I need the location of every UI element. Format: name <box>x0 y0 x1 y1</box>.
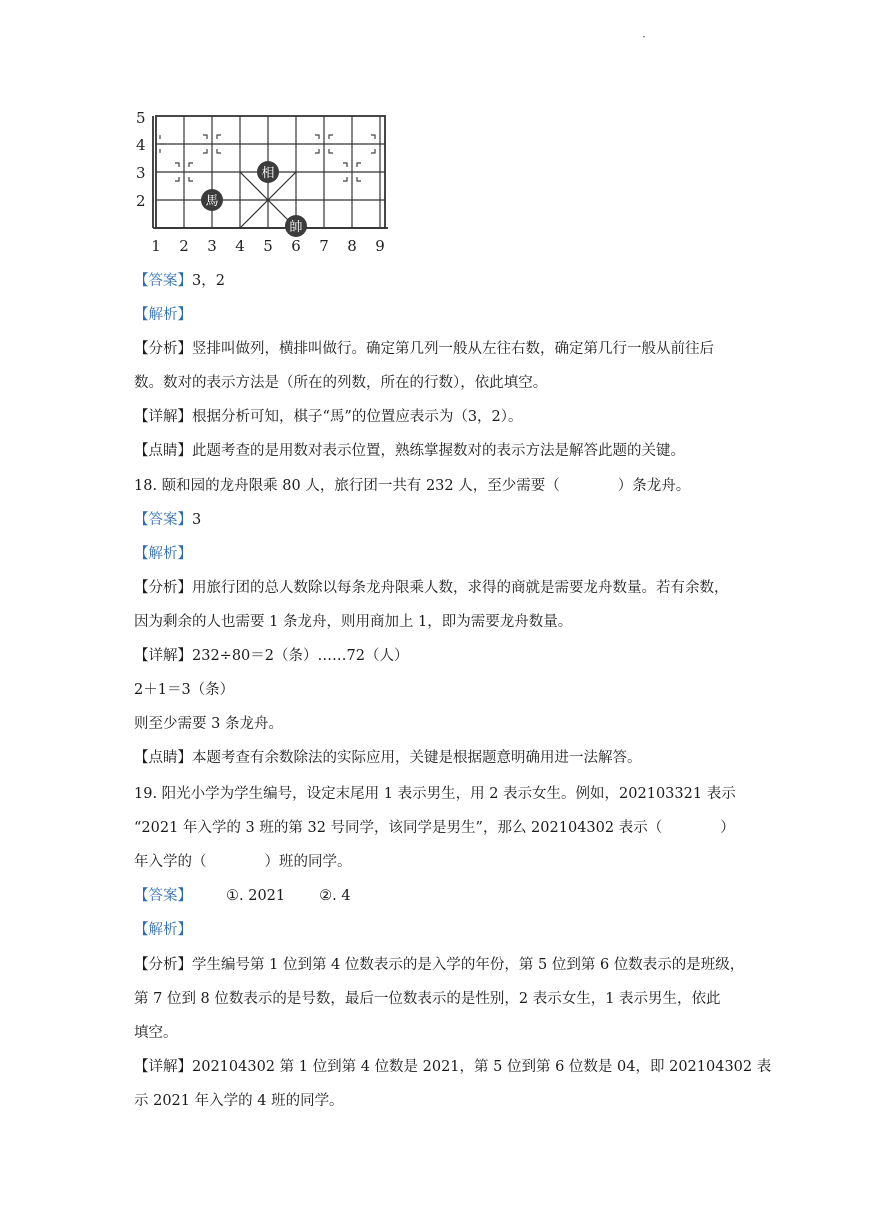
col-labels <box>151 237 385 255</box>
q17-dianjing: 此题考查的是用数对表示位置，熟练掌握数对的表示方法是解答此题的关键。 <box>192 443 685 459</box>
analysis-tag: 【解析】 <box>134 546 192 562</box>
q19-answer-line <box>134 885 351 907</box>
col-label-8: 8 <box>347 237 357 255</box>
q17-answer: 3，2 <box>192 273 225 289</box>
answer-tag: 【答案】 <box>134 888 192 904</box>
q18-xiangjie-line-2: 2＋1＝3（条） <box>134 682 235 698</box>
fenxi-tag: 【分析】 <box>134 341 192 357</box>
q18-fenxi-line-2: 因为剩余的人也需要 1 条龙舟，则用商加上 1，即为需要龙舟数量。 <box>134 614 573 630</box>
q17-fenxi-line-1 <box>134 338 714 360</box>
col-label-2: 2 <box>179 237 189 255</box>
piece-ma <box>201 189 223 211</box>
q17-answer-line <box>134 270 225 292</box>
q17-fenxi-line-2: 数。数对的表示方法是（所在的列数，所在的行数），依此填空。 <box>134 375 548 391</box>
q18-xiangjie-line-1 <box>134 645 408 667</box>
dianjing-tag: 【点睛】 <box>134 750 192 766</box>
q18-dianjing: 本题考查有余数除法的实际应用，关键是根据题意明确用进一法解答。 <box>192 750 642 766</box>
row-label-4: 4 <box>136 136 146 154</box>
row-label-5: 5 <box>136 109 146 127</box>
q19-fenxi-1: 学生编号第 1 位到第 4 位数表示的是入学的年份，第 5 位到第 6 位数表示的是班级， <box>192 957 745 973</box>
col-label-5: 5 <box>263 237 273 255</box>
q19-fenxi-line-1 <box>134 954 744 976</box>
q17-analysis-line <box>134 304 192 326</box>
col-label-1: 1 <box>151 237 161 255</box>
q18-xiangjie-1: 232÷80＝2（条）……72（人） <box>192 648 409 664</box>
xiangjie-tag: 【详解】 <box>134 409 192 425</box>
q19-question-line-2: “2021 年入学的 3 班的第 32 号同学，该同学是男生”，那么 202104302 表示（ ） <box>134 820 735 836</box>
q19-analysis-line <box>134 919 192 941</box>
q18-analysis-line <box>134 543 192 565</box>
q18-xiangjie-line-3: 则至少需要 3 条龙舟。 <box>134 716 283 732</box>
q19-question-line-1: 19. 阳光小学为学生编号，设定末尾用 1 表示男生，用 2 表示女生。例如，202103321 表示 <box>134 786 736 802</box>
q19-fenxi-line-3: 填空。 <box>134 1025 178 1041</box>
analysis-tag: 【解析】 <box>134 307 192 323</box>
xiangjie-tag: 【详解】 <box>134 1059 192 1075</box>
analysis-tag: 【解析】 <box>134 922 192 938</box>
header-mark: · <box>642 30 646 44</box>
q19-question-line-3: 年入学的（ ）班的同学。 <box>134 854 352 870</box>
q17-xiangjie: 根据分析可知，棋子“馬”的位置应表示为（3，2）。 <box>192 409 523 425</box>
row-labels <box>136 109 146 210</box>
row-label-2: 2 <box>136 192 146 210</box>
q17-xiangjie-line <box>134 406 523 428</box>
fenxi-tag: 【分析】 <box>134 957 192 973</box>
piece-ma-label: 馬 <box>205 194 219 209</box>
q18-answer-line <box>134 509 201 531</box>
chess-board-figure <box>130 106 400 256</box>
q18-answer: 3 <box>192 512 202 528</box>
q19-answer-2: ②. 4 <box>319 888 351 904</box>
q19-xiangjie-line-2: 示 2021 年入学的 4 班的同学。 <box>134 1093 344 1109</box>
q19-answer-1: ①. 2021 <box>226 888 286 904</box>
fenxi-tag: 【分析】 <box>134 580 192 596</box>
col-label-3: 3 <box>207 237 217 255</box>
xiangjie-tag: 【详解】 <box>134 648 192 664</box>
dianjing-tag: 【点睛】 <box>134 443 192 459</box>
q17-fenxi-1: 竖排叫做列，横排叫做行。确定第几列一般从左往右数，确定第几行一般从前往后 <box>192 341 714 357</box>
answer-tag: 【答案】 <box>134 512 192 528</box>
piece-xiang-label: 相 <box>261 166 275 181</box>
q19-xiangjie-line-1 <box>134 1056 771 1078</box>
q18-fenxi-line-1 <box>134 577 729 599</box>
q19-xiangjie-1: 202104302 第 1 位到第 4 位数是 2021，第 5 位到第 6 位数是 04，即 202104302 表 <box>192 1059 772 1075</box>
q18-fenxi-1: 用旅行团的总人数除以每条龙舟限乘人数，求得的商就是需要龙舟数量。若有余数， <box>192 580 729 596</box>
row-label-3: 3 <box>136 164 146 182</box>
q17-dianjing-line <box>134 440 685 462</box>
q19-fenxi-line-2: 第 7 位到 8 位数表示的是号数，最后一位数表示的是性别，2 表示女生，1 表示男生，依此 <box>134 991 721 1007</box>
q18-question: 18. 颐和园的龙舟限乘 80 人，旅行团一共有 232 人，至少需要（ ）条龙舟。 <box>134 478 691 494</box>
answer-tag: 【答案】 <box>134 273 192 289</box>
piece-xiang <box>257 161 279 183</box>
q18-dianjing-line <box>134 747 642 769</box>
col-label-7: 7 <box>319 237 329 255</box>
piece-shuai-label: 帥 <box>289 220 303 235</box>
piece-shuai <box>285 215 307 237</box>
col-label-6: 6 <box>291 237 301 255</box>
col-label-4: 4 <box>235 237 245 255</box>
col-label-9: 9 <box>375 237 385 255</box>
